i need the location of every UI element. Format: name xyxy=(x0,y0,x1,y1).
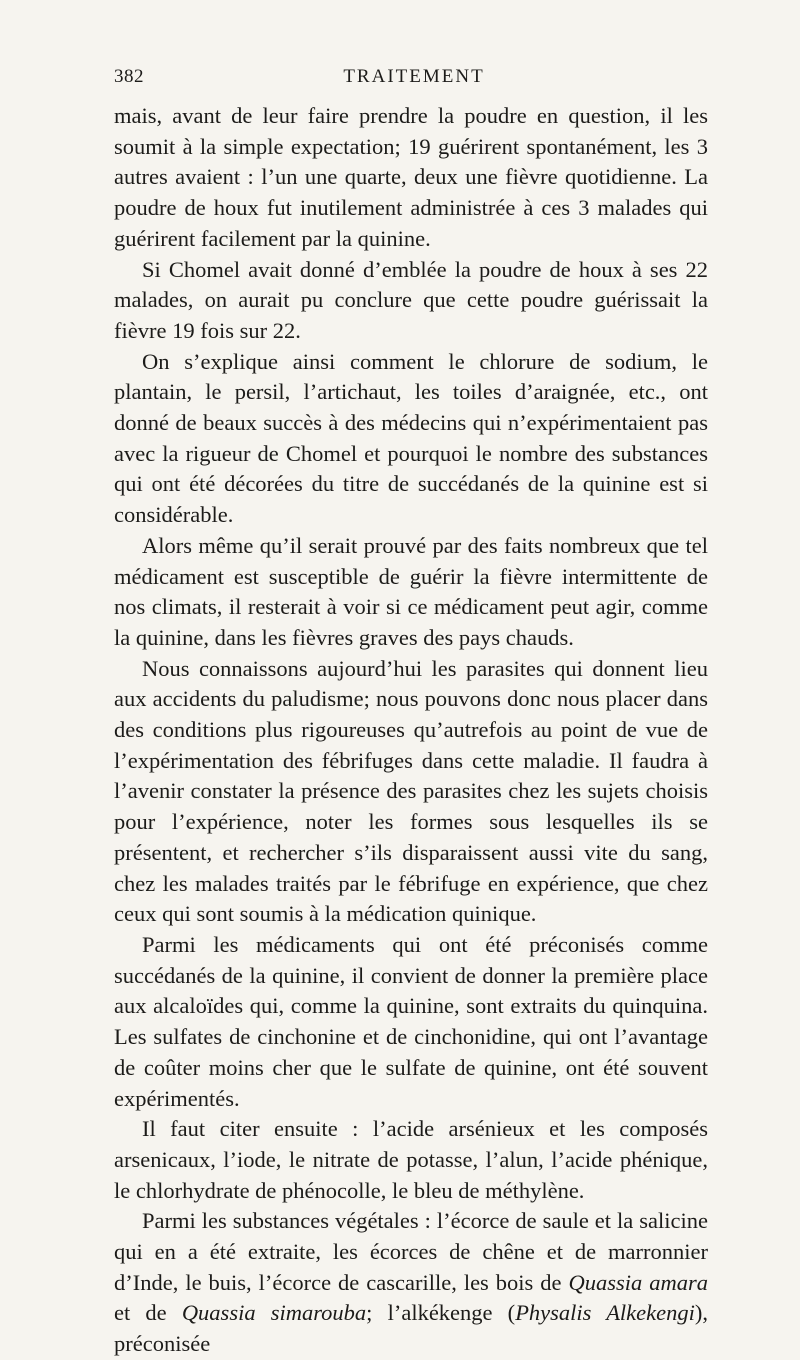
species-quassia-simarouba: Quassia simarouba xyxy=(181,1300,367,1326)
page-number: 382 xyxy=(114,66,144,87)
running-head xyxy=(114,64,714,90)
species-quassia-amara: Quassia amara xyxy=(568,1269,708,1295)
paragraph-8-text: Parmi les substances végétales : l’écorce de saule et la salicine qui en a été extraite, les écorces de chêne et de marronnier d’Inde, le buis, l’écorce de cascarille, les bois de xyxy=(114,1208,708,1295)
paragraph-4: Alors même qu’il serait prouvé par des faits nombreux que tel médicament est susceptible de guérir la fièvre intermittente de nos climats, il resterait à voir si ce médicament peut agir, comme la quinine, dans les fièvres graves des pays chauds. xyxy=(114,532,708,650)
paragraph-8 xyxy=(114,1206,708,1360)
paragraph-3: On s’explique ainsi comment le chlorure de sodium, le plantain, le persil, l’artichaut, les toiles d’araignée, etc., ont donné de beaux succès à des médecins qui n’expérimentaient pas avec la rigueur de Chomel et pourquoi le nombre des substances qui ont été décorées du titre de succédanés de la quinine est si considérable. xyxy=(114,348,708,528)
running-title: TRAITEMENT xyxy=(343,66,485,87)
paragraph-6: Parmi les médicaments qui ont été préconisés comme succédanés de la quinine, il convient de donner la première place aux alcaloïdes qui, comme la quinine, sont extraits du quinquina. Les sulfates de cinchonine et de cinchonidine, qui ont l’avantage de coûter moins cher que le sulfate de quinine, ont été souvent expérimentés. xyxy=(114,931,708,1111)
paragraph-7: Il faut citer ensuite : l’acide arsénieux et les composés arsenicaux, l’iode, le nitrate de potasse, l’alun, l’acide phénique, le chlorhydrate de phénocolle, le bleu de méthylène. xyxy=(114,1116,708,1203)
paragraph-1: mais, avant de leur faire prendre la poudre en question, il les soumit à la simple expectation; 19 guérirent spontanément, les 3 autres avaient : l’un une quarte, deux une fièvre quotidienne. La poudre de houx fut inutilement administrée à ces 3 malades qui guérirent facilement par la quinine. xyxy=(114,103,708,251)
paragraph-8-text: ; l’alkékenge ( xyxy=(366,1300,516,1326)
species-physalis-alkekengi: Physalis Alkekengi xyxy=(515,1300,695,1326)
paragraph-5: Nous connaissons aujourd’hui les parasites qui donnent lieu aux accidents du paludisme; nous pouvons donc nous placer dans des conditions plus rigoureuses qu’autrefois au point de vue de l’expérimentation des fébrifuges dans cette maladie. Il faudra à l’avenir constater la présence des parasites chez les sujets choisis pour l’expérience, noter les formes sous lesquelles ils se présentent, et rechercher s’ils disparaissent aussi vite du sang, chez les malades traités par le fébrifuge en expérience, que chez ceux qui sont soumis à la médication quinique. xyxy=(114,655,708,927)
paragraph-2: Si Chomel avait donné d’emblée la poudre de houx à ses 22 malades, on aurait pu conclure que cette poudre guérissait la fièvre 19 fois sur 22. xyxy=(114,256,708,343)
body-text xyxy=(114,101,708,1360)
paragraph-8-text: et de xyxy=(114,1300,182,1326)
paragraph-8-text: ), préconisée xyxy=(114,1300,709,1357)
